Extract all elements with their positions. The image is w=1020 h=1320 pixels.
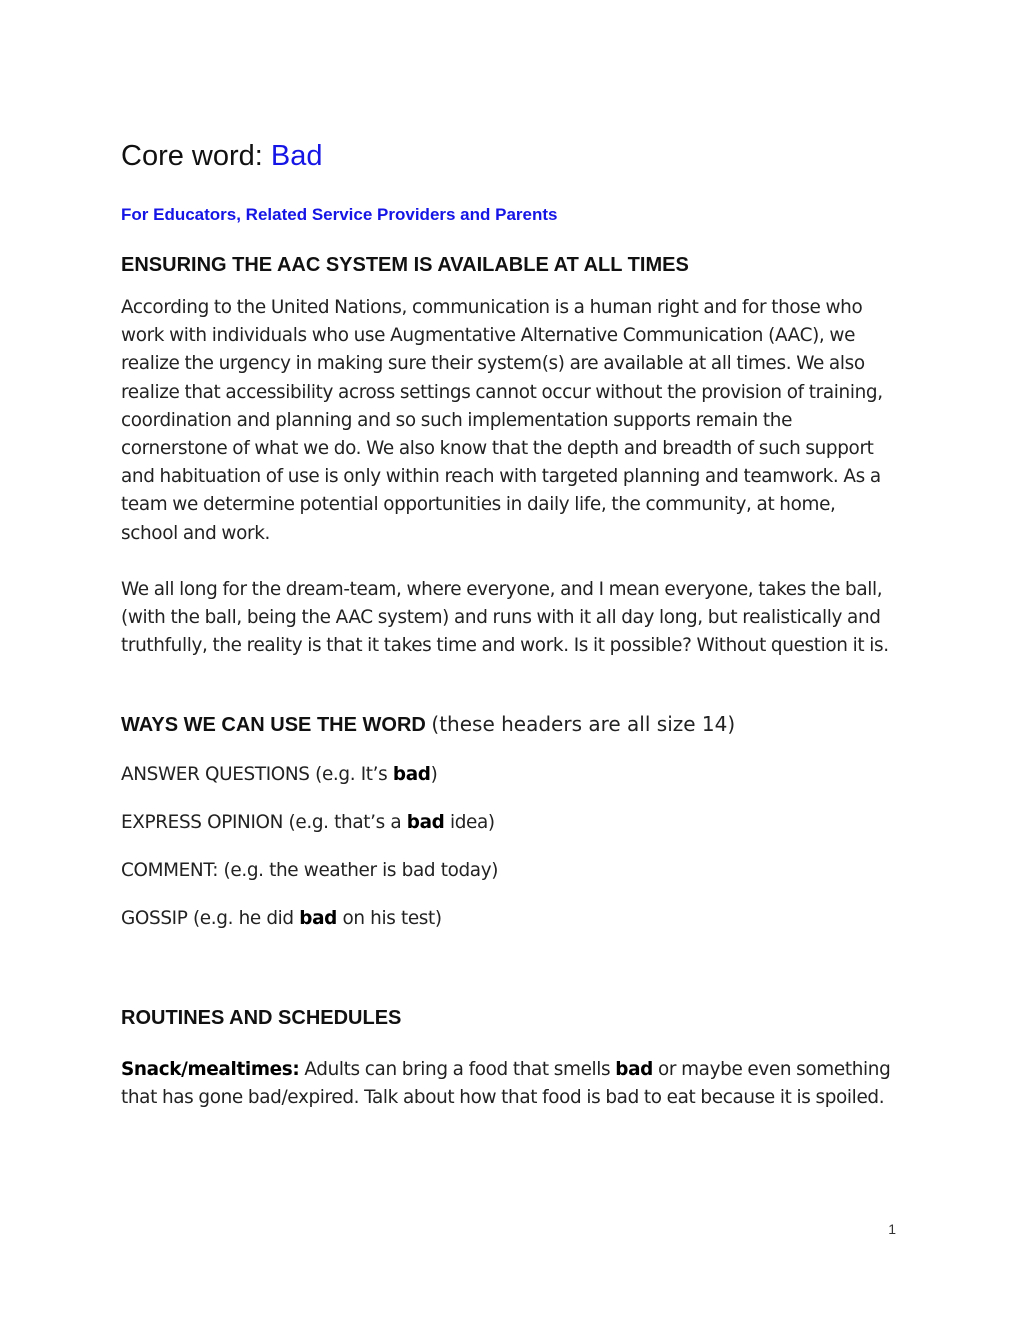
snack-bold-word: bad [615, 1059, 653, 1080]
use-answer-questions [121, 764, 437, 785]
use-answer-end: ) [430, 764, 438, 785]
use-comment: COMMENT: (e.g. the weather is bad today) [121, 860, 499, 881]
snack-text-end: or maybe even something that has gone bad/expired. Talk about how that food is bad to eat because it is spoiled. [121, 1059, 891, 1109]
paragraph-dream-team: We all long for the dream-team, where everyone, and I mean everyone, takes the ball, (with the ball, being the AAC system) and runs with it all day long, but realistically and truthfully, the reality is that it takes time and work. Is it possible? Without question it is. [121, 579, 889, 657]
use-opinion-end: idea) [444, 812, 495, 833]
use-gossip-bold-word: bad [299, 908, 337, 929]
document-page [121, 0, 896, 1320]
use-gossip [121, 908, 442, 929]
page-number: 1 [888, 1221, 896, 1237]
use-answer-text: ANSWER QUESTIONS (e.g. It’s [121, 764, 393, 785]
use-express-opinion [121, 812, 495, 833]
heading-aac-availability: ENSURING THE AAC SYSTEM IS AVAILABLE AT ALL TIMES [121, 254, 689, 276]
page-title [121, 140, 323, 173]
use-opinion-bold-word: bad [406, 812, 445, 833]
audience-subtitle: For Educators, Related Service Providers and Parents [121, 205, 558, 224]
use-gossip-end: on his test) [336, 908, 442, 929]
heading-ways-to-use-label: WAYS WE CAN USE THE WORD [121, 714, 426, 736]
paragraph-snack-mealtimes [121, 1056, 896, 1112]
use-gossip-text: GOSSIP (e.g. he did [121, 908, 300, 929]
paragraph-aac-availability: According to the United Nations, communication is a human right and for those who work with individuals who use Augmentative Alternative Communication (AAC), we realize the urgency in making sure their system(s) are available at all times. We also realize that accessibility across settings cannot occur without the provision of training, coordination and planning and so such implementation supports remain the cornerstone of what we do. We also know that the depth and breadth of such support and habituation of use is only within reach with targeted planning and teamwork. As a team we determine potential opportunities in daily life, the community, at home, school and work. [121, 297, 883, 544]
heading-ways-to-use [121, 712, 735, 737]
title-core-word: Bad [270, 140, 323, 172]
title-prefix: Core word: [121, 140, 271, 172]
snack-label: Snack/mealtimes: [121, 1059, 300, 1080]
snack-text-start: Adults can bring a food that smells [299, 1059, 616, 1080]
heading-size-note: (these headers are all size 14) [431, 712, 736, 736]
use-answer-bold-word: bad [392, 764, 431, 785]
heading-routines-schedules: ROUTINES AND SCHEDULES [121, 1007, 402, 1029]
use-opinion-text: EXPRESS OPINION (e.g. that’s a [121, 812, 407, 833]
